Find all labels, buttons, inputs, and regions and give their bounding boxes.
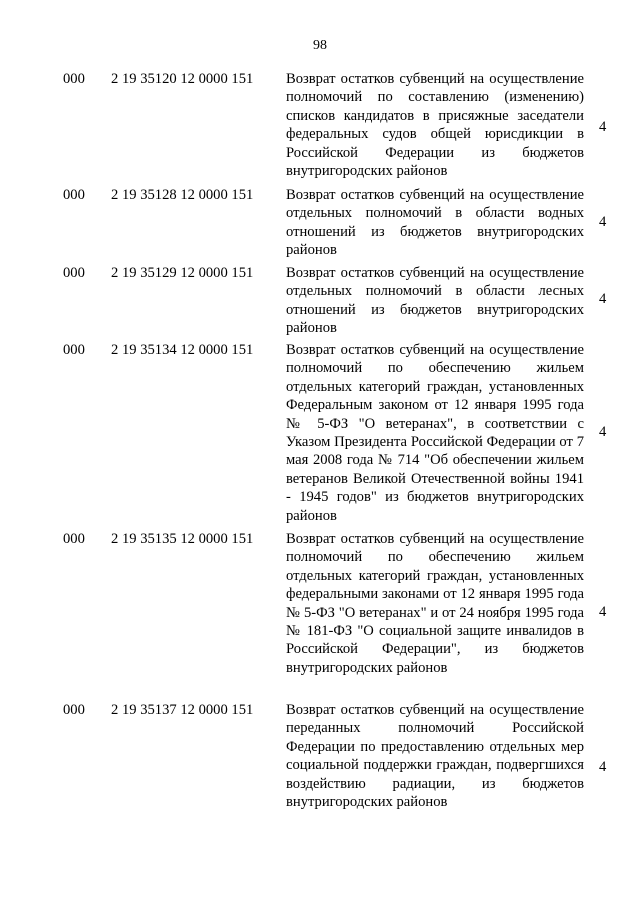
budget-code: 2 19 35135 12 0000 151 — [111, 531, 254, 547]
admin-code: 000 — [63, 702, 85, 718]
budget-code: 2 19 35120 12 0000 151 — [111, 71, 254, 87]
income-name: Возврат остатков субвенций на осуществление отдельных полномочий в области лесных отношений из бюджетов внутригородских районов — [286, 265, 584, 337]
budget-code: 2 19 35137 12 0000 151 — [111, 702, 254, 718]
page-number: 98 — [313, 38, 327, 53]
norm-value: 4 — [599, 604, 607, 620]
norm-value: 4 — [599, 759, 607, 775]
admin-code: 000 — [63, 187, 85, 203]
admin-code: 000 — [63, 265, 85, 281]
norm-value: 4 — [599, 214, 607, 230]
income-name: Возврат остатков субвенций на осуществление полномочий по обеспечению жильем отдельных категорий граждан, установленных федеральными законами от 12 января 1995 года № 5-ФЗ "О ветеранах" и от 24 ноября 1995 года № 181-ФЗ "О социальной защите инвалидов в Российской Федерации", из бюджетов внутригородских районов — [286, 531, 584, 676]
admin-code: 000 — [63, 71, 85, 87]
budget-code: 2 19 35129 12 0000 151 — [111, 265, 254, 281]
admin-code: 000 — [63, 531, 85, 547]
income-name: Возврат остатков субвенций на осуществление переданных полномочий Российской Федерации по предоставлению отдельных мер социальной поддержки граждан, подвергшихся воздействию радиации, из бюджетов внутригородских районов — [286, 702, 584, 811]
admin-code: 000 — [63, 342, 85, 358]
budget-code: 2 19 35128 12 0000 151 — [111, 187, 254, 203]
budget-code: 2 19 35134 12 0000 151 — [111, 342, 254, 358]
norm-value: 4 — [599, 424, 607, 440]
income-name: Возврат остатков субвенций на осуществление полномочий по обеспечению жильем отдельных категорий граждан, установленных Федеральным законом от 12 января 1995 года № 5-ФЗ "О ветеранах", в соответствии с Указом Президента Российской Федерации от 7 мая 2008 года № 714 "Об обеспечении жильем ветеранов Великой Отечественной войны 1941 - 1945 годов" из бюджетов внутригородских районов — [286, 342, 584, 524]
norm-value: 4 — [599, 291, 607, 307]
norm-value: 4 — [599, 119, 607, 135]
income-name: Возврат остатков субвенций на осуществление полномочий по составлению (изменению) списков кандидатов в присяжные заседатели федеральных судов общей юрисдикции в Российской Федерации из бюджетов внутригородских районов — [286, 71, 584, 180]
income-name: Возврат остатков субвенций на осуществление отдельных полномочий в области водных отношений из бюджетов внутригородских районов — [286, 187, 584, 259]
